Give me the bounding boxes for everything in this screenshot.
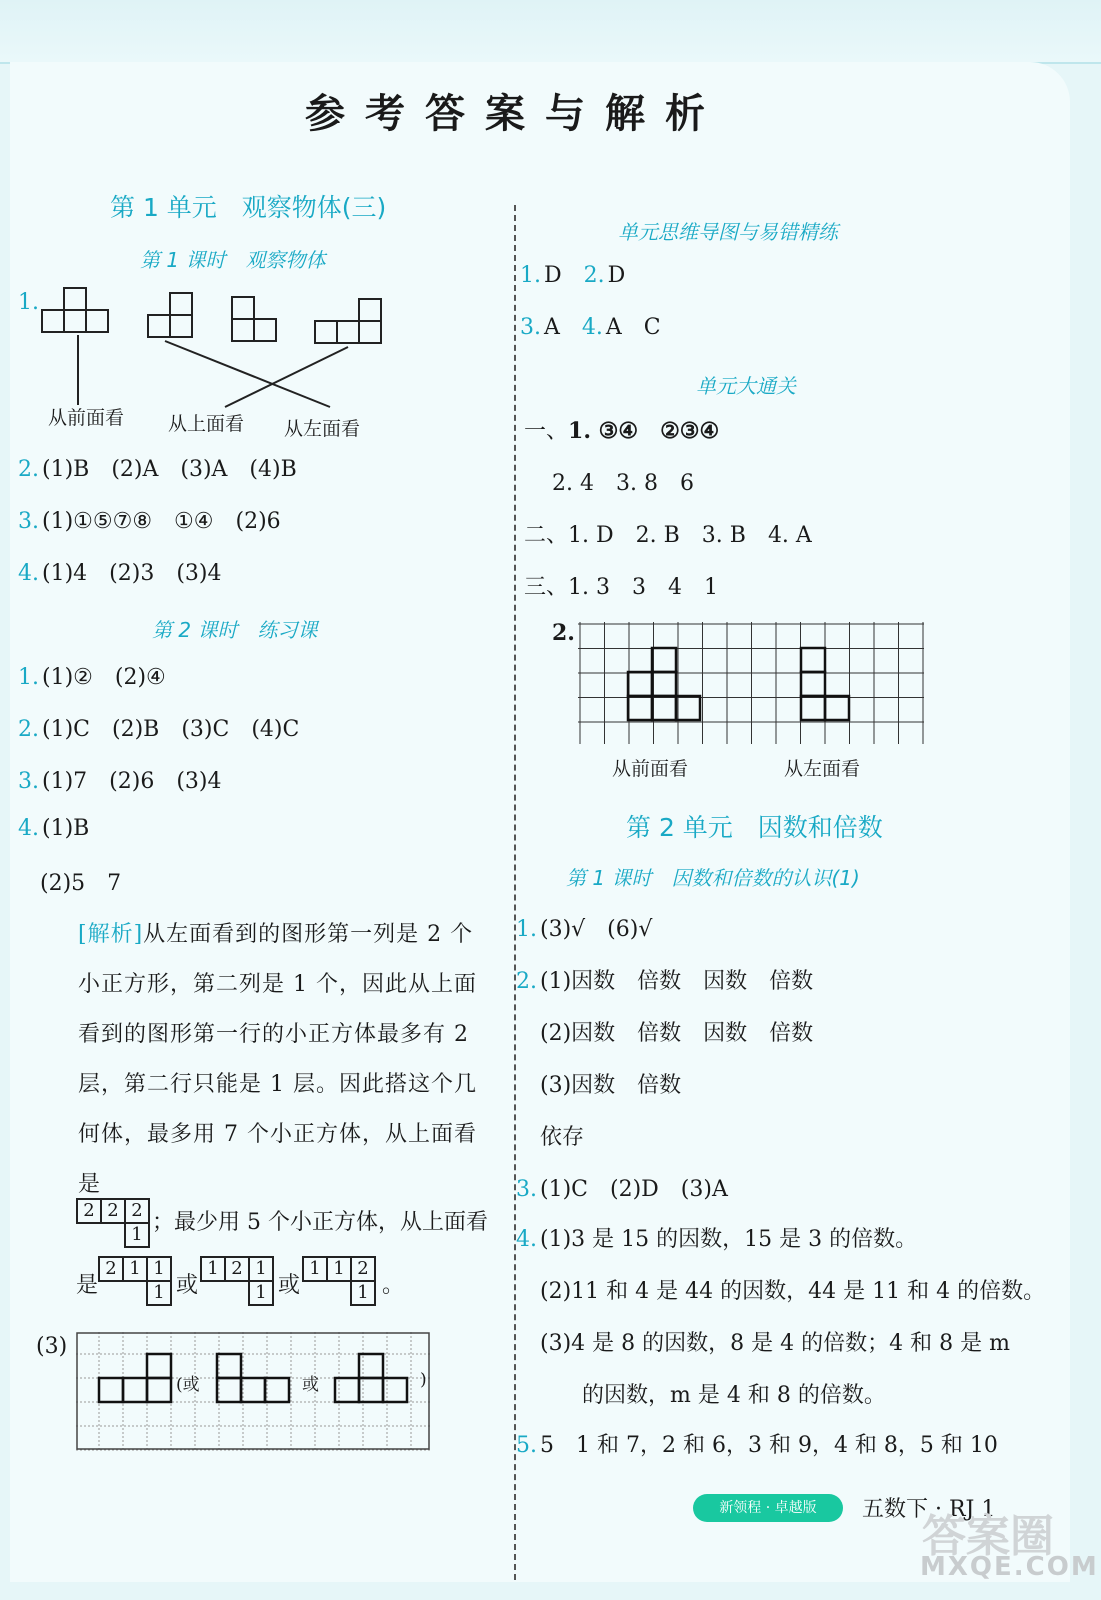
lesson-2-heading: 第 2 课时 练习课 — [152, 618, 318, 642]
caption-left-view: 从左面看 — [284, 418, 361, 440]
lesson-1-heading: 第 1 课时 观察物体 — [140, 248, 326, 272]
answer-row: 2. (1)C (2)B (3)C (4)C — [18, 717, 300, 742]
question-4-3-label: (3) — [36, 1334, 68, 1359]
question-1-number: 1. — [18, 290, 39, 315]
or-text: 或 — [302, 1375, 319, 1395]
unit-2-heading: 第 2 单元 因数和倍数 — [626, 813, 883, 842]
part-3-q2-number: 2. — [552, 620, 575, 646]
view-shapes-figure — [30, 285, 400, 410]
part-1-answers: 2. 4 3. 8 6 — [552, 471, 694, 496]
edition-badge: 新领程 · 卓越版 — [693, 1494, 843, 1522]
answer-row: 1. (3)√ (6)√ — [516, 917, 653, 942]
min-top-view-grid: 1 1 2 1 — [302, 1256, 376, 1306]
answer-row: 依存 — [540, 1125, 585, 1150]
answer-row: (2)5 7 — [40, 871, 122, 896]
answer-row: 1. D 2. D — [520, 263, 626, 288]
answer-row: (2)11 和 4 是 44 的因数，44 是 11 和 4 的倍数。 — [540, 1279, 1046, 1304]
caption-left-view: 从左面看 — [784, 758, 861, 780]
min-top-view-grid: 2 1 1 1 — [98, 1256, 172, 1306]
answer-row: 2. (1)B (2)A (3)A (4)B — [18, 457, 297, 482]
answer-row: 5. 5 1 和 7，2 和 6，3 和 9，4 和 8，5 和 10 — [516, 1433, 998, 1458]
analysis-text: 从左面看到的图形第一列是 2 个小正方形，第二列是 1 个，因此从上面看到的图形第一行的小正方体最多有 2 层，第二行只能是 1 层。因此搭这个几何体，最多用 7 个小正方体，从上面看是 — [78, 922, 477, 1197]
answer-row: (3)4 是 8 的因数，8 是 4 的倍数；4 和 8 是 m — [540, 1331, 1010, 1356]
period-text: 。 — [382, 1273, 405, 1298]
watermark-logo: 答案圈 — [922, 1511, 1054, 1562]
page-footer: 五数下 · RJ 1 — [862, 1497, 996, 1522]
caption-top-view: 从上面看 — [168, 413, 245, 435]
column-divider — [514, 205, 516, 1580]
top-band — [0, 0, 1101, 64]
answer-grid-figure — [76, 1332, 432, 1452]
answer-row: 4. (1)4 (2)3 (3)4 — [18, 561, 222, 586]
answer-row: 3. (1)C (2)D (3)A — [516, 1177, 728, 1202]
answer-row: 的因数，m 是 4 和 8 的倍数。 — [582, 1383, 886, 1408]
min-top-view-grid: 1 2 1 1 — [200, 1256, 274, 1306]
answer-row: 4. (1)3 是 15 的因数，15 是 3 的倍数。 — [516, 1227, 918, 1252]
part-2-answers: 二、1. D 2. B 3. B 4. A — [524, 523, 812, 548]
views-grid-figure — [578, 622, 926, 746]
page-title: 参考答案与解析 — [305, 90, 725, 137]
section-mindmap-heading: 单元思维导图与易错精练 — [618, 220, 838, 244]
max-top-view-grid: 2 2 2 1 — [76, 1198, 150, 1248]
watermark-url: MXQE.COM — [920, 1552, 1099, 1582]
part-1-answers: 一、1. ③④ ②③④ — [524, 418, 720, 444]
unit-1-heading: 第 1 单元 观察物体(三) — [110, 193, 387, 222]
analysis-shi: 是 — [76, 1273, 99, 1298]
answer-row: 4. (1)B — [18, 816, 90, 841]
close-paren: ) — [420, 1370, 427, 1390]
or-text: (或 — [176, 1375, 200, 1395]
answer-row: 1. (1)② (2)④ — [18, 665, 166, 690]
analysis-tag: [解析] — [78, 922, 144, 947]
analysis-paragraph — [78, 910, 488, 1210]
section-unit-test-heading: 单元大通关 — [696, 374, 796, 398]
answer-row: 3. (1)①⑤⑦⑧ ①④ (2)6 — [18, 509, 281, 534]
answer-row: 2. (1)因数 倍数 因数 倍数 — [516, 969, 814, 994]
answer-row: (3)因数 倍数 — [540, 1073, 682, 1098]
part-3-answers: 三、1. 3 3 4 1 — [524, 575, 718, 600]
analysis-text-2: ；最少用 5 个小正方体，从上面看 — [152, 1210, 488, 1235]
lesson-3-heading: 第 1 课时 因数和倍数的认识(1) — [566, 866, 860, 890]
answer-row: 3. (1)7 (2)6 (3)4 — [18, 769, 222, 794]
or-text: 或 — [278, 1273, 301, 1298]
caption-front-view: 从前面看 — [48, 407, 125, 429]
or-text: 或 — [176, 1273, 199, 1298]
answer-row: 3. A 4. A C — [520, 315, 661, 340]
caption-front-view: 从前面看 — [612, 758, 689, 780]
answer-row: (2)因数 倍数 因数 倍数 — [540, 1021, 814, 1046]
